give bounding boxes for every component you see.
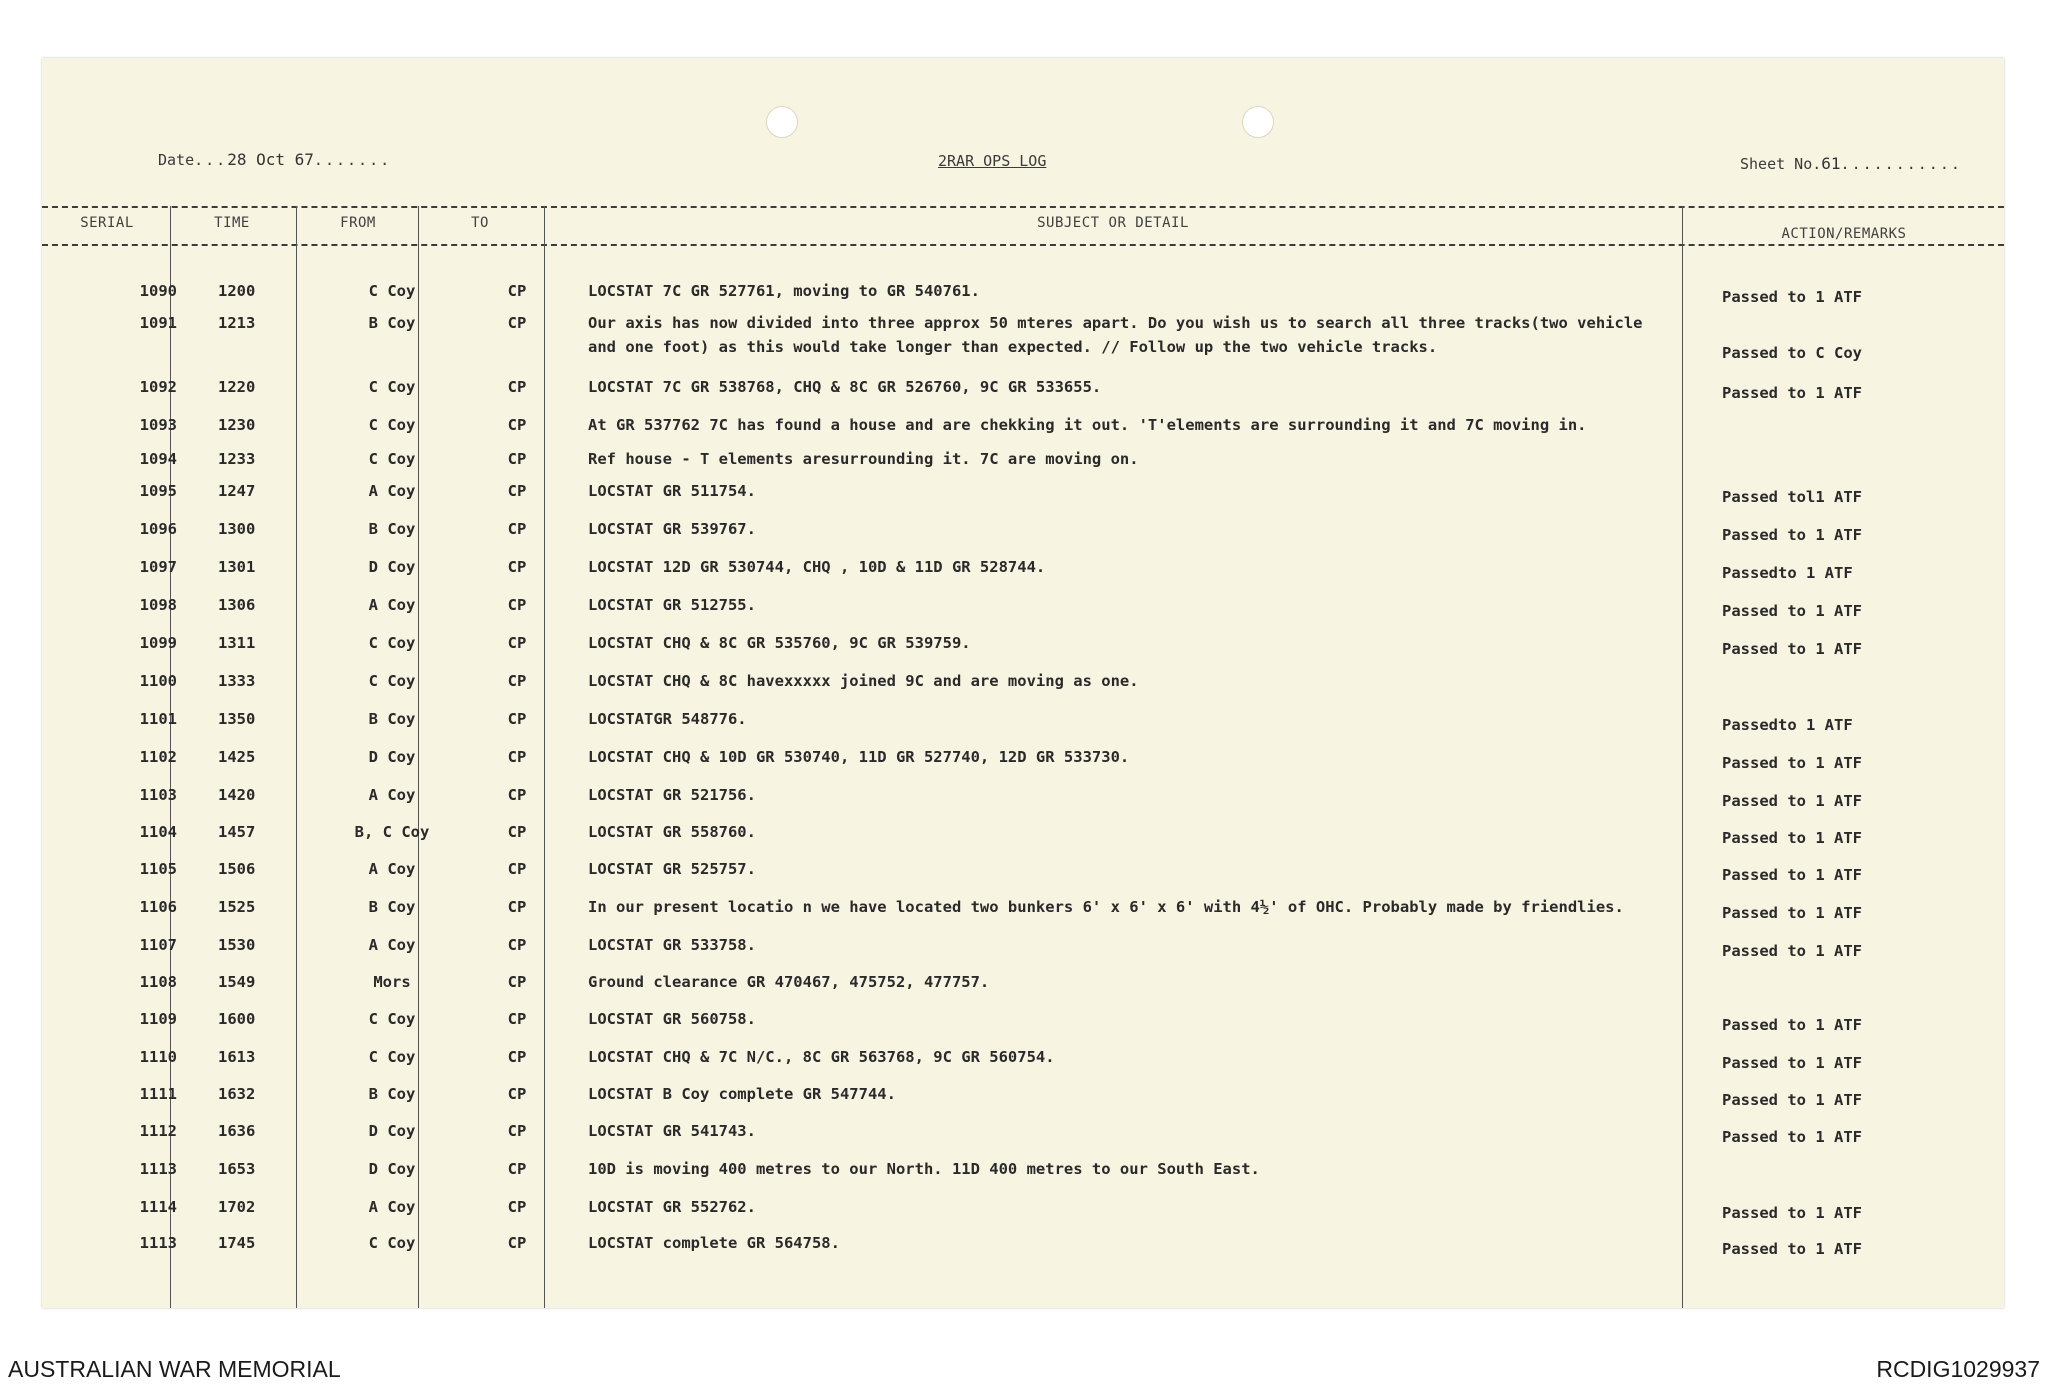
from-cell: Mors	[373, 973, 411, 991]
detail-cell: Ground clearance GR 470467, 475752, 477757.	[588, 973, 990, 991]
action-cell: Passed to 1 ATF	[1722, 829, 1862, 847]
date-value: 28 Oct 67	[227, 150, 314, 169]
from-cell: D Coy	[368, 748, 416, 766]
action-cell: Passed to 1 ATF	[1722, 288, 1862, 306]
column-header-action: ACTION/REMARKS	[1781, 226, 1907, 242]
detail-cell: LOCSTAT B Coy complete GR 547744.	[588, 1085, 896, 1103]
from-cell: A Coy	[368, 936, 416, 954]
table-row	[42, 936, 2004, 966]
action-cell: Passed to 1 ATF	[1722, 904, 1862, 922]
action-cell: Passed to 1 ATF	[1722, 1240, 1862, 1258]
log-sheet	[42, 58, 2004, 1308]
serial-cell: 1107	[139, 936, 177, 954]
serial-cell: 1113	[139, 1160, 177, 1178]
sheet-value: 61	[1821, 154, 1841, 173]
detail-cell-continued: and one foot) as this would take longer than expected. // Follow up the two vehicle tracks.	[588, 338, 1438, 356]
header-bottom-rule	[42, 244, 2004, 246]
serial-cell: 1112	[139, 1122, 177, 1140]
table-row	[42, 634, 2004, 664]
page-title-text: 2RAR OPS LOG	[938, 152, 1047, 170]
time-cell: 1702	[218, 1198, 256, 1216]
to-cell: CP	[507, 1122, 527, 1140]
from-cell: C Coy	[368, 1010, 416, 1028]
action-cell: Passed to 1 ATF	[1722, 792, 1862, 810]
time-cell: 1350	[218, 710, 256, 728]
serial-cell: 1110	[139, 1048, 177, 1066]
serial-cell: 1100	[139, 672, 177, 690]
detail-cell: LOCSTAT 7C GR 538768, CHQ & 8C GR 526760, 9C GR 533655.	[588, 378, 1102, 396]
header-top-rule	[42, 206, 2004, 208]
time-cell: 1306	[218, 596, 256, 614]
serial-cell: 1099	[139, 634, 177, 652]
action-cell: Passedto 1 ATF	[1722, 564, 1853, 582]
detail-cell: LOCSTAT CHQ & 10D GR 530740, 11D GR 527740, 12D GR 533730.	[588, 748, 1130, 766]
table-row	[42, 596, 2004, 626]
action-cell: Passed to 1 ATF	[1722, 1204, 1862, 1222]
detail-cell: LOCSTAT GR 512755.	[588, 596, 756, 614]
column-header-serial: SERIAL	[80, 215, 134, 231]
from-cell: D Coy	[368, 1160, 416, 1178]
punch-hole-right	[1242, 106, 1274, 138]
date-label: Date	[158, 151, 195, 169]
action-cell: Passed to 1 ATF	[1722, 866, 1862, 884]
table-row	[42, 672, 2004, 702]
action-cell: Passedto 1 ATF	[1722, 716, 1853, 734]
serial-cell: 1106	[139, 898, 177, 916]
time-cell: 1200	[218, 282, 256, 300]
serial-cell: 1111	[139, 1085, 177, 1103]
time-cell: 1213	[218, 314, 256, 332]
time-cell: 1300	[218, 520, 256, 538]
detail-cell: LOCSTAT CHQ & 8C havexxxxx joined 9C and are moving as one.	[588, 672, 1139, 690]
serial-cell: 1109	[139, 1010, 177, 1028]
table-row	[42, 450, 2004, 480]
serial-cell: 1093	[139, 416, 177, 434]
from-cell: C Coy	[368, 450, 416, 468]
action-cell: Passed to 1 ATF	[1722, 1091, 1862, 1109]
table-row	[42, 558, 2004, 588]
table-row	[42, 416, 2004, 446]
action-cell: Passed to 1 ATF	[1722, 1128, 1862, 1146]
detail-cell: LOCSTAT GR 533758.	[588, 936, 756, 954]
table-row	[42, 1160, 2004, 1190]
from-cell: C Coy	[368, 378, 416, 396]
date-field: Date...28 Oct 67.......	[158, 150, 392, 169]
time-cell: 1233	[218, 450, 256, 468]
detail-cell: LOCSTAT 12D GR 530744, CHQ , 10D & 11D GR 528744.	[588, 558, 1046, 576]
time-cell: 1301	[218, 558, 256, 576]
to-cell: CP	[507, 936, 527, 954]
page-title	[938, 152, 1046, 170]
sheet-number-field: Sheet No.61...........	[1740, 154, 1962, 173]
table-row	[42, 786, 2004, 816]
detail-cell: LOCSTAT GR 511754.	[588, 482, 756, 500]
to-cell: CP	[507, 1048, 527, 1066]
serial-cell: 1105	[139, 860, 177, 878]
to-cell: CP	[507, 973, 527, 991]
time-cell: 1600	[218, 1010, 256, 1028]
detail-cell: LOCSTAT CHQ & 7C N/C., 8C GR 563768, 9C GR 560754.	[588, 1048, 1055, 1066]
from-cell: B Coy	[368, 710, 416, 728]
from-cell: D Coy	[368, 558, 416, 576]
punch-hole-left	[766, 106, 798, 138]
from-cell: A Coy	[368, 482, 416, 500]
detail-cell: Our axis has now divided into three approx 50 mteres apart. Do you wish us to search all three tracks(two vehicle	[588, 314, 1643, 332]
time-cell: 1525	[218, 898, 256, 916]
time-cell: 1457	[218, 823, 256, 841]
time-cell: 1632	[218, 1085, 256, 1103]
table-row	[42, 1198, 2004, 1228]
table-row	[42, 520, 2004, 550]
detail-cell: LOCSTAT complete GR 564758.	[588, 1234, 840, 1252]
action-cell: Passed to 1 ATF	[1722, 942, 1862, 960]
column-header-subject: SUBJECT OR DETAIL	[1037, 215, 1189, 231]
to-cell: CP	[507, 786, 527, 804]
to-cell: CP	[507, 450, 527, 468]
action-cell: Passed to 1 ATF	[1722, 384, 1862, 402]
action-cell: Passed to C Coy	[1722, 344, 1862, 362]
serial-cell: 1090	[139, 282, 177, 300]
action-cell: Passed tol1 ATF	[1722, 488, 1862, 506]
time-cell: 1333	[218, 672, 256, 690]
table-row	[42, 710, 2004, 740]
to-cell: CP	[507, 1010, 527, 1028]
from-cell: C Coy	[368, 282, 416, 300]
table-row	[42, 898, 2004, 928]
to-cell: CP	[507, 860, 527, 878]
to-cell: CP	[507, 282, 527, 300]
from-cell: A Coy	[368, 1198, 416, 1216]
action-cell: Passed to 1 ATF	[1722, 640, 1862, 658]
serial-cell: 1103	[139, 786, 177, 804]
to-cell: CP	[507, 1085, 527, 1103]
time-cell: 1636	[218, 1122, 256, 1140]
serial-cell: 1097	[139, 558, 177, 576]
from-cell: B Coy	[368, 1085, 416, 1103]
action-cell: Passed to 1 ATF	[1722, 1054, 1862, 1072]
detail-cell: LOCSTAT GR 560758.	[588, 1010, 756, 1028]
to-cell: CP	[507, 823, 527, 841]
to-cell: CP	[507, 634, 527, 652]
detail-cell: LOCSTAT 7C GR 527761, moving to GR 540761.	[588, 282, 980, 300]
from-cell: C Coy	[368, 416, 416, 434]
footer-institution: AUSTRALIAN WAR MEMORIAL	[8, 1356, 341, 1382]
from-cell: D Coy	[368, 1122, 416, 1140]
footer-record-id: RCDIG1029937	[1876, 1356, 2040, 1382]
serial-cell: 1102	[139, 748, 177, 766]
serial-cell: 1091	[139, 314, 177, 332]
to-cell: CP	[507, 378, 527, 396]
from-cell: B Coy	[368, 314, 416, 332]
serial-cell: 1104	[139, 823, 177, 841]
column-header-to: TO	[471, 215, 489, 231]
action-cell: Passed to 1 ATF	[1722, 754, 1862, 772]
serial-cell: 1094	[139, 450, 177, 468]
detail-cell: In our present locatio n we have located two bunkers 6' x 6' x 6' with 4½' of OHC. Probably made by friendlies.	[588, 898, 1624, 916]
detail-cell: LOCSTAT GR 539767.	[588, 520, 756, 538]
from-cell: B Coy	[368, 520, 416, 538]
table-row	[42, 1234, 2004, 1264]
time-cell: 1549	[218, 973, 256, 991]
table-row	[42, 1010, 2004, 1040]
serial-cell: 1098	[139, 596, 177, 614]
detail-cell: At GR 537762 7C has found a house and are chekking it out. 'T'elements are surrounding it and 7C moving in.	[588, 416, 1587, 434]
from-cell: B Coy	[368, 898, 416, 916]
table-row	[42, 823, 2004, 853]
time-cell: 1530	[218, 936, 256, 954]
column-header-from: FROM	[340, 215, 376, 231]
table-row	[42, 1085, 2004, 1115]
time-cell: 1420	[218, 786, 256, 804]
to-cell: CP	[507, 482, 527, 500]
time-cell: 1506	[218, 860, 256, 878]
time-cell: 1311	[218, 634, 256, 652]
table-row	[42, 482, 2004, 512]
table-row	[42, 1048, 2004, 1078]
detail-cell: LOCSTAT GR 541743.	[588, 1122, 756, 1140]
from-cell: B, C Coy	[354, 823, 430, 841]
detail-cell: 10D is moving 400 metres to our North. 11D 400 metres to our South East.	[588, 1160, 1260, 1178]
to-cell: CP	[507, 520, 527, 538]
detail-cell: LOCSTAT GR 525757.	[588, 860, 756, 878]
time-cell: 1220	[218, 378, 256, 396]
table-row	[42, 973, 2004, 1003]
serial-cell: 1108	[139, 973, 177, 991]
from-cell: C Coy	[368, 1048, 416, 1066]
to-cell: CP	[507, 1234, 527, 1252]
table-row	[42, 748, 2004, 778]
detail-cell: LOCSTAT GR 521756.	[588, 786, 756, 804]
serial-cell: 1095	[139, 482, 177, 500]
to-cell: CP	[507, 898, 527, 916]
time-cell: 1247	[218, 482, 256, 500]
table-row	[42, 314, 2004, 362]
detail-cell: LOCSTATGR 548776.	[588, 710, 747, 728]
sheet-label: Sheet No.	[1740, 155, 1822, 173]
from-cell: C Coy	[368, 634, 416, 652]
time-cell: 1745	[218, 1234, 256, 1252]
to-cell: CP	[507, 672, 527, 690]
to-cell: CP	[507, 748, 527, 766]
time-cell: 1425	[218, 748, 256, 766]
from-cell: A Coy	[368, 860, 416, 878]
action-cell: Passed to 1 ATF	[1722, 1016, 1862, 1034]
time-cell: 1230	[218, 416, 256, 434]
serial-cell: 1113	[139, 1234, 177, 1252]
detail-cell: Ref house - T elements aresurrounding it. 7C are moving on.	[588, 450, 1139, 468]
serial-cell: 1101	[139, 710, 177, 728]
time-cell: 1613	[218, 1048, 256, 1066]
detail-cell: LOCSTAT CHQ & 8C GR 535760, 9C GR 539759.	[588, 634, 971, 652]
table-row	[42, 860, 2004, 890]
to-cell: CP	[507, 710, 527, 728]
to-cell: CP	[507, 558, 527, 576]
to-cell: CP	[507, 596, 527, 614]
table-row	[42, 378, 2004, 408]
action-cell: Passed to 1 ATF	[1722, 602, 1862, 620]
table-row	[42, 1122, 2004, 1152]
time-cell: 1653	[218, 1160, 256, 1178]
from-cell: C Coy	[368, 672, 416, 690]
serial-cell: 1096	[139, 520, 177, 538]
serial-cell: 1092	[139, 378, 177, 396]
table-row	[42, 282, 2004, 312]
from-cell: A Coy	[368, 786, 416, 804]
to-cell: CP	[507, 1198, 527, 1216]
action-cell: Passed to 1 ATF	[1722, 526, 1862, 544]
to-cell: CP	[507, 416, 527, 434]
to-cell: CP	[507, 314, 527, 332]
to-cell: CP	[507, 1160, 527, 1178]
detail-cell: LOCSTAT GR 558760.	[588, 823, 756, 841]
serial-cell: 1114	[139, 1198, 177, 1216]
detail-cell: LOCSTAT GR 552762.	[588, 1198, 756, 1216]
from-cell: A Coy	[368, 596, 416, 614]
column-header-time: TIME	[214, 215, 250, 231]
from-cell: C Coy	[368, 1234, 416, 1252]
